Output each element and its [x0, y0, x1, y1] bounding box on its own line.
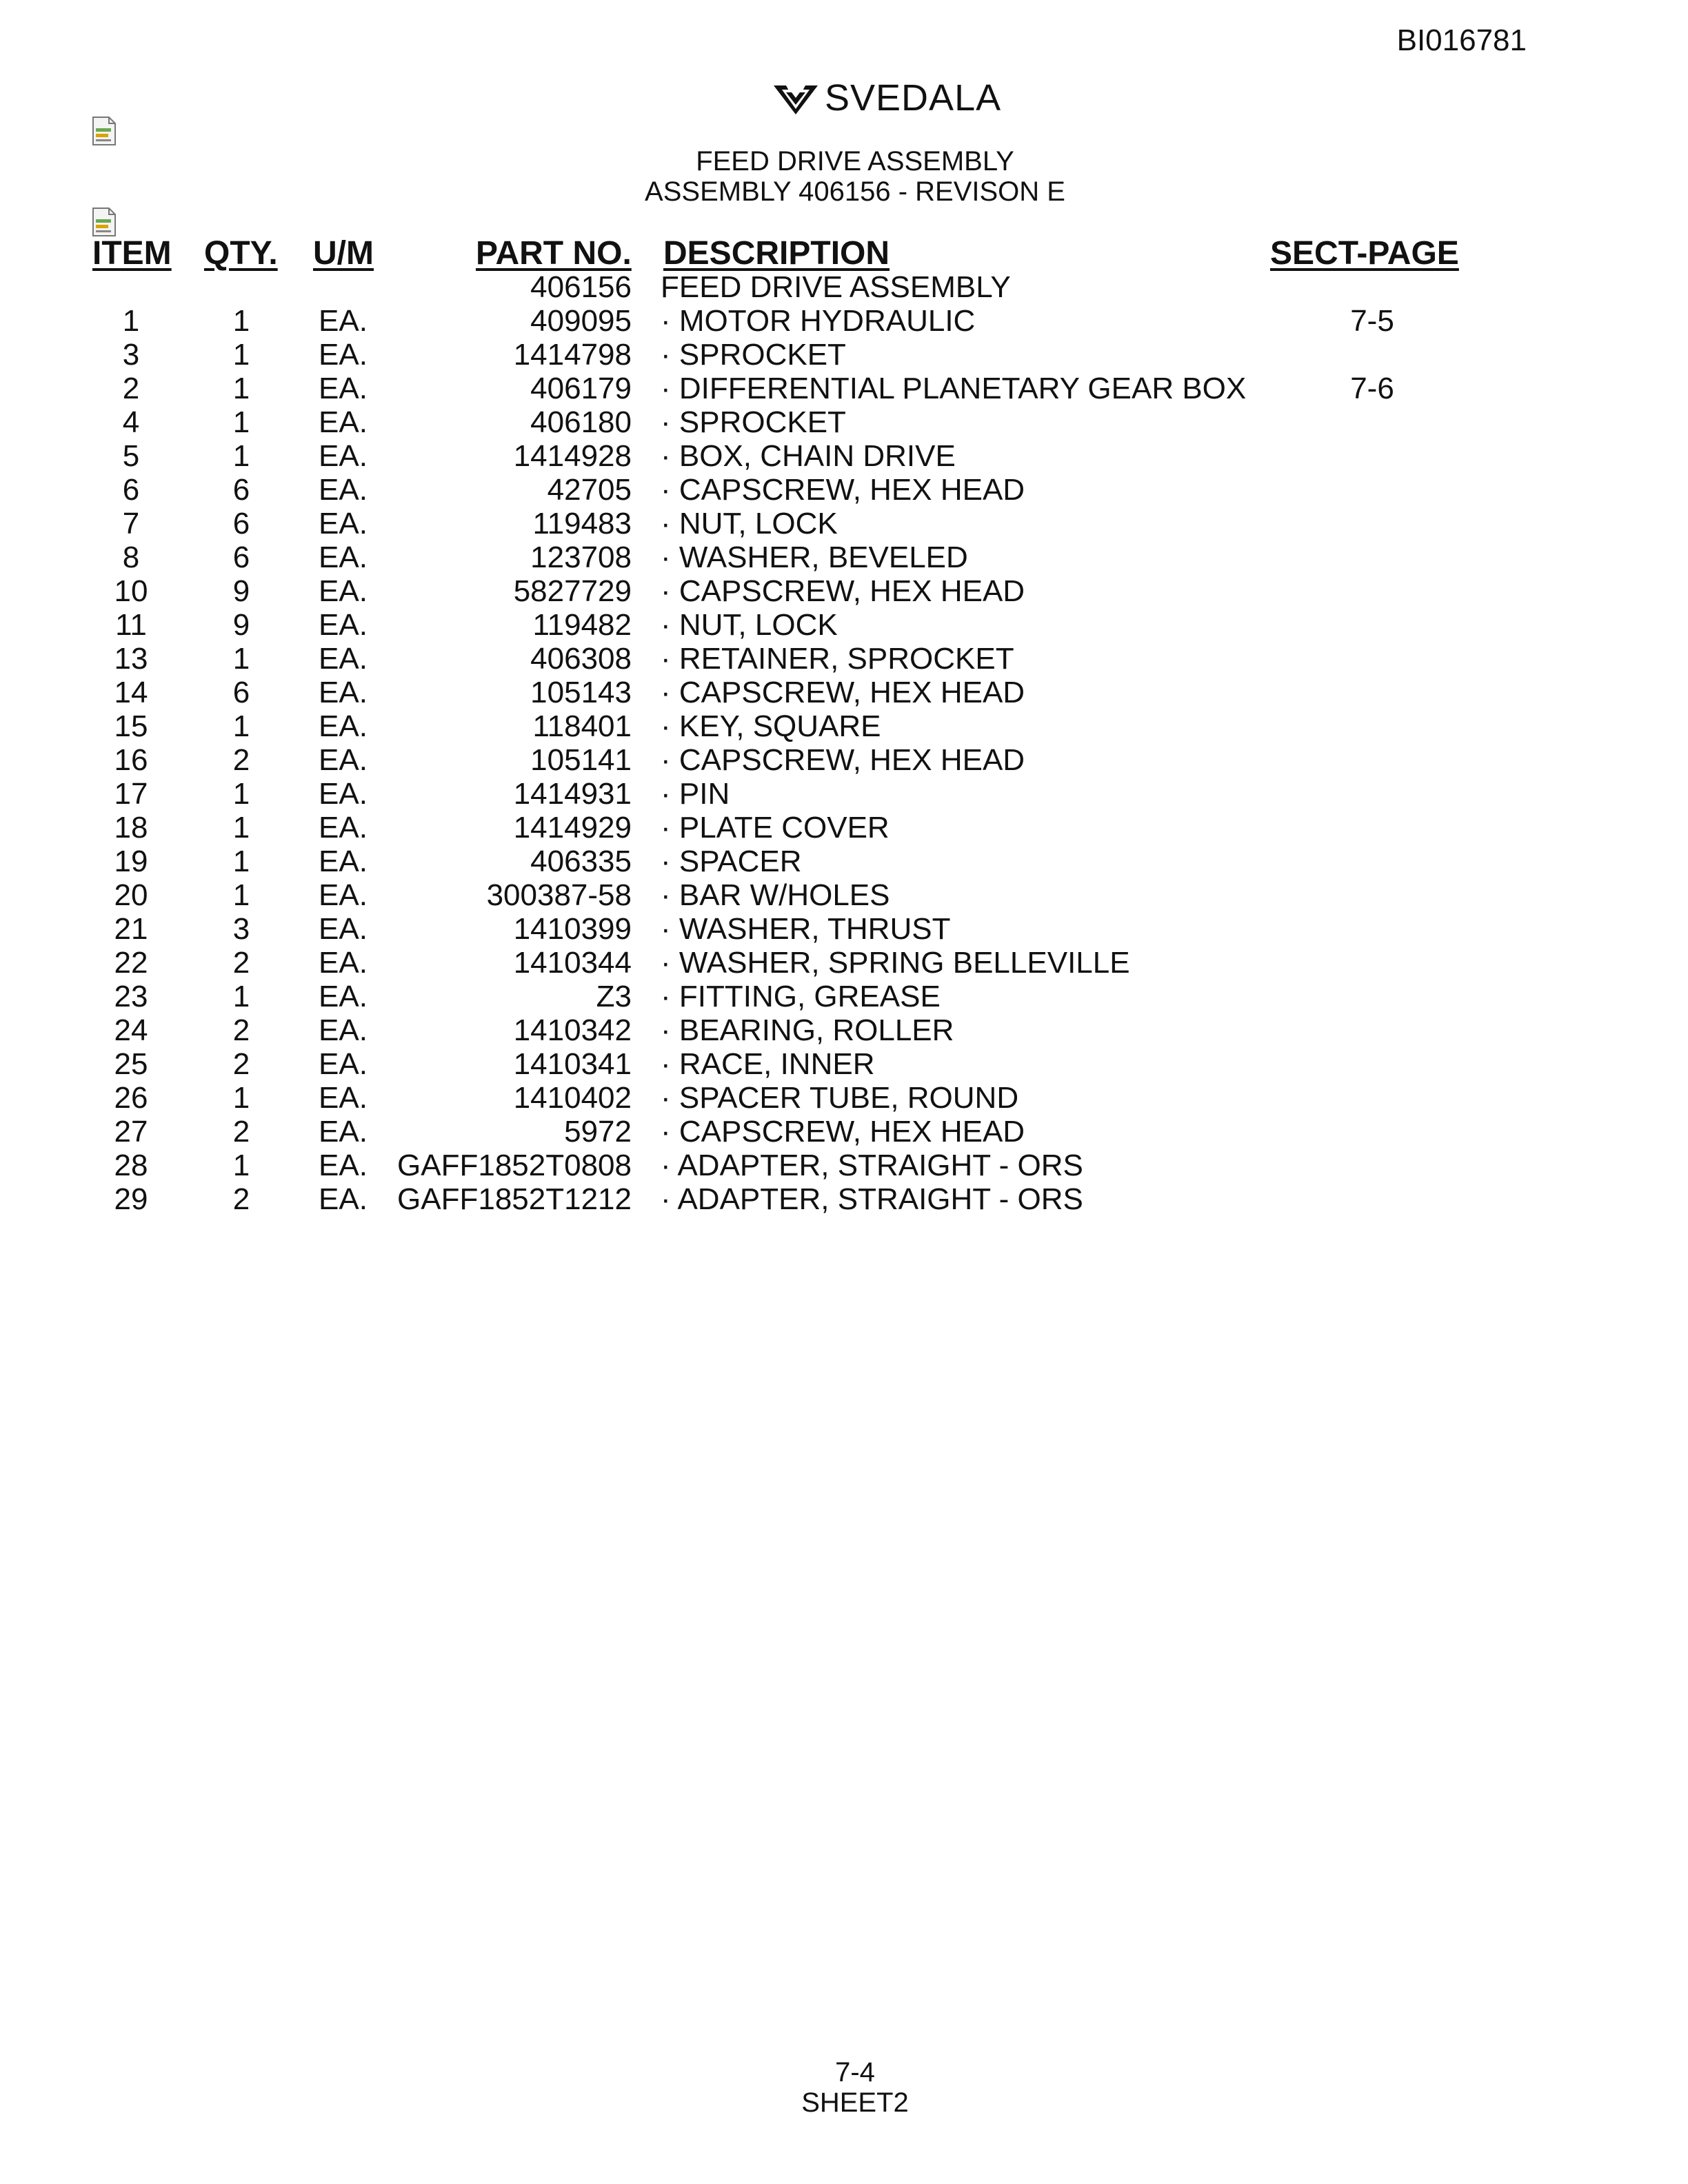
cell-item: 18: [114, 811, 148, 845]
cell-part-no: 409095: [530, 304, 632, 338]
page-number: 7-4: [835, 2057, 875, 2087]
cell-um: EA.: [319, 1182, 368, 1216]
table-row: [0, 980, 1688, 1013]
cell-um: EA.: [319, 777, 368, 811]
cell-item: 10: [114, 574, 148, 608]
cell-qty: 2: [232, 1182, 250, 1216]
cell-qty: 1: [232, 709, 250, 743]
cell-qty: 1: [232, 980, 250, 1013]
cell-um: EA.: [319, 473, 368, 507]
table-row: [0, 372, 1688, 405]
sheet-label: SHEET2: [801, 2087, 909, 2118]
assembly-revision: ASSEMBLY 406156 - REVISON E: [645, 176, 1065, 207]
cell-description: · CAPSCREW, HEX HEAD: [661, 473, 1025, 507]
cell-item: 6: [122, 473, 140, 507]
cell-item: 14: [114, 676, 148, 709]
cell-description: · CAPSCREW, HEX HEAD: [661, 574, 1025, 608]
cell-qty: 1: [232, 777, 250, 811]
cell-part-no: 119483: [532, 507, 632, 540]
cell-description: · ADAPTER, STRAIGHT - ORS: [661, 1149, 1083, 1182]
cell-um: EA.: [319, 642, 368, 676]
cell-part-no: 1410402: [513, 1081, 632, 1115]
cell-part-no: 118401: [532, 709, 632, 743]
cell-part-no: 1410399: [513, 912, 632, 946]
cell-item: 26: [114, 1081, 148, 1115]
cell-um: EA.: [319, 743, 368, 777]
cell-description: · RACE, INNER: [661, 1047, 875, 1081]
cell-part-no: 42705: [547, 473, 632, 507]
cell-item: 17: [114, 777, 148, 811]
cell-description: · BAR W/HOLES: [661, 878, 890, 912]
cell-part-no: 406335: [530, 845, 632, 878]
table-row: [0, 405, 1688, 439]
table-row: [0, 1115, 1688, 1149]
cell-item: 1: [122, 304, 140, 338]
cell-part-no: 1414798: [513, 338, 632, 372]
cell-description: · CAPSCREW, HEX HEAD: [661, 1115, 1025, 1149]
cell-description: · CAPSCREW, HEX HEAD: [661, 676, 1025, 709]
table-row: [0, 743, 1688, 777]
cell-item: 16: [114, 743, 148, 777]
cell-um: EA.: [319, 608, 368, 642]
cell-qty: 6: [232, 473, 250, 507]
cell-description: · PLATE COVER: [661, 811, 890, 845]
cell-part-no: 1410341: [513, 1047, 632, 1081]
cell-description: · ADAPTER, STRAIGHT - ORS: [661, 1182, 1083, 1216]
cell-part-no: 1414929: [513, 811, 632, 845]
cell-description: FEED DRIVE ASSEMBLY: [661, 270, 1011, 304]
table-row: [0, 946, 1688, 980]
cell-um: EA.: [319, 811, 368, 845]
cell-description: · NUT, LOCK: [661, 507, 838, 540]
cell-item: 4: [122, 405, 140, 439]
table-row: [0, 912, 1688, 946]
document-link-icon[interactable]: [91, 116, 117, 146]
cell-item: 22: [114, 946, 148, 980]
cell-item: 15: [114, 709, 148, 743]
cell-qty: 6: [232, 676, 250, 709]
cell-item: 29: [114, 1182, 148, 1216]
cell-part-no: 300387-58: [486, 878, 632, 912]
cell-description: · WASHER, SPRING BELLEVILLE: [661, 946, 1130, 980]
cell-qty: 6: [232, 507, 250, 540]
table-row: [0, 608, 1688, 642]
cell-description: · SPACER TUBE, ROUND: [661, 1081, 1019, 1115]
column-header-qty: QTY.: [204, 235, 278, 272]
table-row: [0, 642, 1688, 676]
cell-um: EA.: [319, 845, 368, 878]
cell-um: EA.: [319, 439, 368, 473]
cell-um: EA.: [319, 574, 368, 608]
cell-part-no: GAFF1852T0808: [397, 1149, 632, 1182]
table-row: [0, 338, 1688, 372]
cell-item: 25: [114, 1047, 148, 1081]
table-row: [0, 1013, 1688, 1047]
svedala-logo: [771, 77, 1001, 119]
cell-um: EA.: [319, 709, 368, 743]
cell-description: · BOX, CHAIN DRIVE: [661, 439, 956, 473]
cell-qty: 2: [232, 1115, 250, 1149]
cell-qty: 1: [232, 1149, 250, 1182]
cell-um: EA.: [319, 946, 368, 980]
cell-part-no: 406180: [530, 405, 632, 439]
cell-qty: 1: [232, 338, 250, 372]
cell-description: · WASHER, THRUST: [661, 912, 951, 946]
cell-qty: 1: [232, 372, 250, 405]
table-row: [0, 574, 1688, 608]
cell-um: EA.: [319, 1013, 368, 1047]
document-link-icon[interactable]: [91, 207, 117, 237]
cell-um: EA.: [319, 372, 368, 405]
cell-part-no: 123708: [530, 540, 632, 574]
cell-description: · CAPSCREW, HEX HEAD: [661, 743, 1025, 777]
cell-item: 5: [122, 439, 140, 473]
cell-part-no: 1414928: [513, 439, 632, 473]
table-row: [0, 270, 1688, 304]
cell-item: 27: [114, 1115, 148, 1149]
cell-qty: 2: [232, 1047, 250, 1081]
cell-qty: 2: [232, 1013, 250, 1047]
cell-part-no: 1410344: [513, 946, 632, 980]
cell-description: · KEY, SQUARE: [661, 709, 881, 743]
table-row: [0, 845, 1688, 878]
column-header-item: ITEM: [92, 235, 172, 272]
cell-description: · NUT, LOCK: [661, 608, 838, 642]
cell-qty: 1: [232, 439, 250, 473]
cell-description: · DIFFERENTIAL PLANETARY GEAR BOX: [661, 372, 1247, 405]
table-row: [0, 676, 1688, 709]
cell-item: 23: [114, 980, 148, 1013]
cell-item: 28: [114, 1149, 148, 1182]
cell-part-no: GAFF1852T1212: [397, 1182, 632, 1216]
cell-part-no: 406308: [530, 642, 632, 676]
cell-part-no: 105143: [530, 676, 632, 709]
cell-item: 21: [114, 912, 148, 946]
cell-qty: 9: [232, 574, 250, 608]
cell-qty: 3: [232, 912, 250, 946]
table-row: [0, 507, 1688, 540]
cell-um: EA.: [319, 980, 368, 1013]
cell-description: · BEARING, ROLLER: [661, 1013, 954, 1047]
table-row: [0, 777, 1688, 811]
cell-qty: 6: [232, 540, 250, 574]
cell-um: EA.: [319, 540, 368, 574]
cell-qty: 1: [232, 845, 250, 878]
cell-description: · SPROCKET: [661, 338, 846, 372]
cell-part-no: 105141: [530, 743, 632, 777]
cell-description: · SPROCKET: [661, 405, 846, 439]
table-row: [0, 439, 1688, 473]
cell-description: · FITTING, GREASE: [661, 980, 941, 1013]
cell-item: 11: [115, 608, 147, 642]
cell-qty: 1: [232, 304, 250, 338]
cell-um: EA.: [319, 1149, 368, 1182]
table-row: [0, 709, 1688, 743]
cell-um: EA.: [319, 304, 368, 338]
cell-item: 7: [122, 507, 140, 540]
cell-description: · PIN: [661, 777, 730, 811]
cell-part-no: 406179: [530, 372, 632, 405]
cell-qty: 2: [232, 946, 250, 980]
table-row: [0, 1149, 1688, 1182]
logo-wordmark: SVEDALA: [825, 77, 1002, 119]
table-row: [0, 473, 1688, 507]
cell-qty: 1: [232, 1081, 250, 1115]
table-row: [0, 304, 1688, 338]
cell-part-no: 5972: [564, 1115, 632, 1149]
column-header-um: U/M: [313, 235, 374, 272]
cell-item: 24: [114, 1013, 148, 1047]
cell-um: EA.: [319, 338, 368, 372]
cell-item: 19: [114, 845, 148, 878]
cell-sect-page: 7-6: [1350, 372, 1394, 405]
table-row: [0, 1182, 1688, 1216]
svedala-logo-icon: [771, 80, 821, 116]
cell-part-no: 1414931: [513, 777, 632, 811]
table-row: [0, 540, 1688, 574]
table-row: [0, 811, 1688, 845]
table-row: [0, 1081, 1688, 1115]
cell-um: EA.: [319, 676, 368, 709]
cell-qty: 2: [232, 743, 250, 777]
cell-qty: 1: [232, 405, 250, 439]
cell-part-no: 1410342: [513, 1013, 632, 1047]
cell-part-no: 119482: [532, 608, 632, 642]
cell-item: 13: [114, 642, 148, 676]
table-row: [0, 878, 1688, 912]
cell-qty: 1: [232, 811, 250, 845]
cell-um: EA.: [319, 405, 368, 439]
cell-um: EA.: [319, 1115, 368, 1149]
cell-description: · WASHER, BEVELED: [661, 540, 968, 574]
cell-item: 3: [122, 338, 140, 372]
cell-item: 8: [122, 540, 140, 574]
cell-sect-page: 7-5: [1350, 304, 1394, 338]
cell-part-no: 5827729: [513, 574, 632, 608]
cell-part-no: Z3: [596, 980, 632, 1013]
column-header-sect-page: SECT-PAGE: [1270, 235, 1459, 272]
cell-um: EA.: [319, 1081, 368, 1115]
cell-qty: 1: [232, 642, 250, 676]
cell-qty: 1: [232, 878, 250, 912]
document-title: FEED DRIVE ASSEMBLY: [696, 146, 1014, 176]
cell-um: EA.: [319, 1047, 368, 1081]
cell-part-no: 406156: [530, 270, 632, 304]
cell-um: EA.: [319, 507, 368, 540]
cell-description: · SPACER: [661, 845, 802, 878]
column-header-description: DESCRIPTION: [663, 235, 890, 272]
cell-description: · MOTOR HYDRAULIC: [661, 304, 976, 338]
cell-item: 2: [122, 372, 140, 405]
parts-table: [0, 270, 1688, 1216]
cell-item: 20: [114, 878, 148, 912]
cell-um: EA.: [319, 878, 368, 912]
document-id: BI016781: [1396, 23, 1527, 57]
cell-description: · RETAINER, SPROCKET: [661, 642, 1014, 676]
table-row: [0, 1047, 1688, 1081]
column-header-part-no: PART NO.: [476, 235, 632, 272]
cell-qty: 9: [232, 608, 250, 642]
cell-um: EA.: [319, 912, 368, 946]
